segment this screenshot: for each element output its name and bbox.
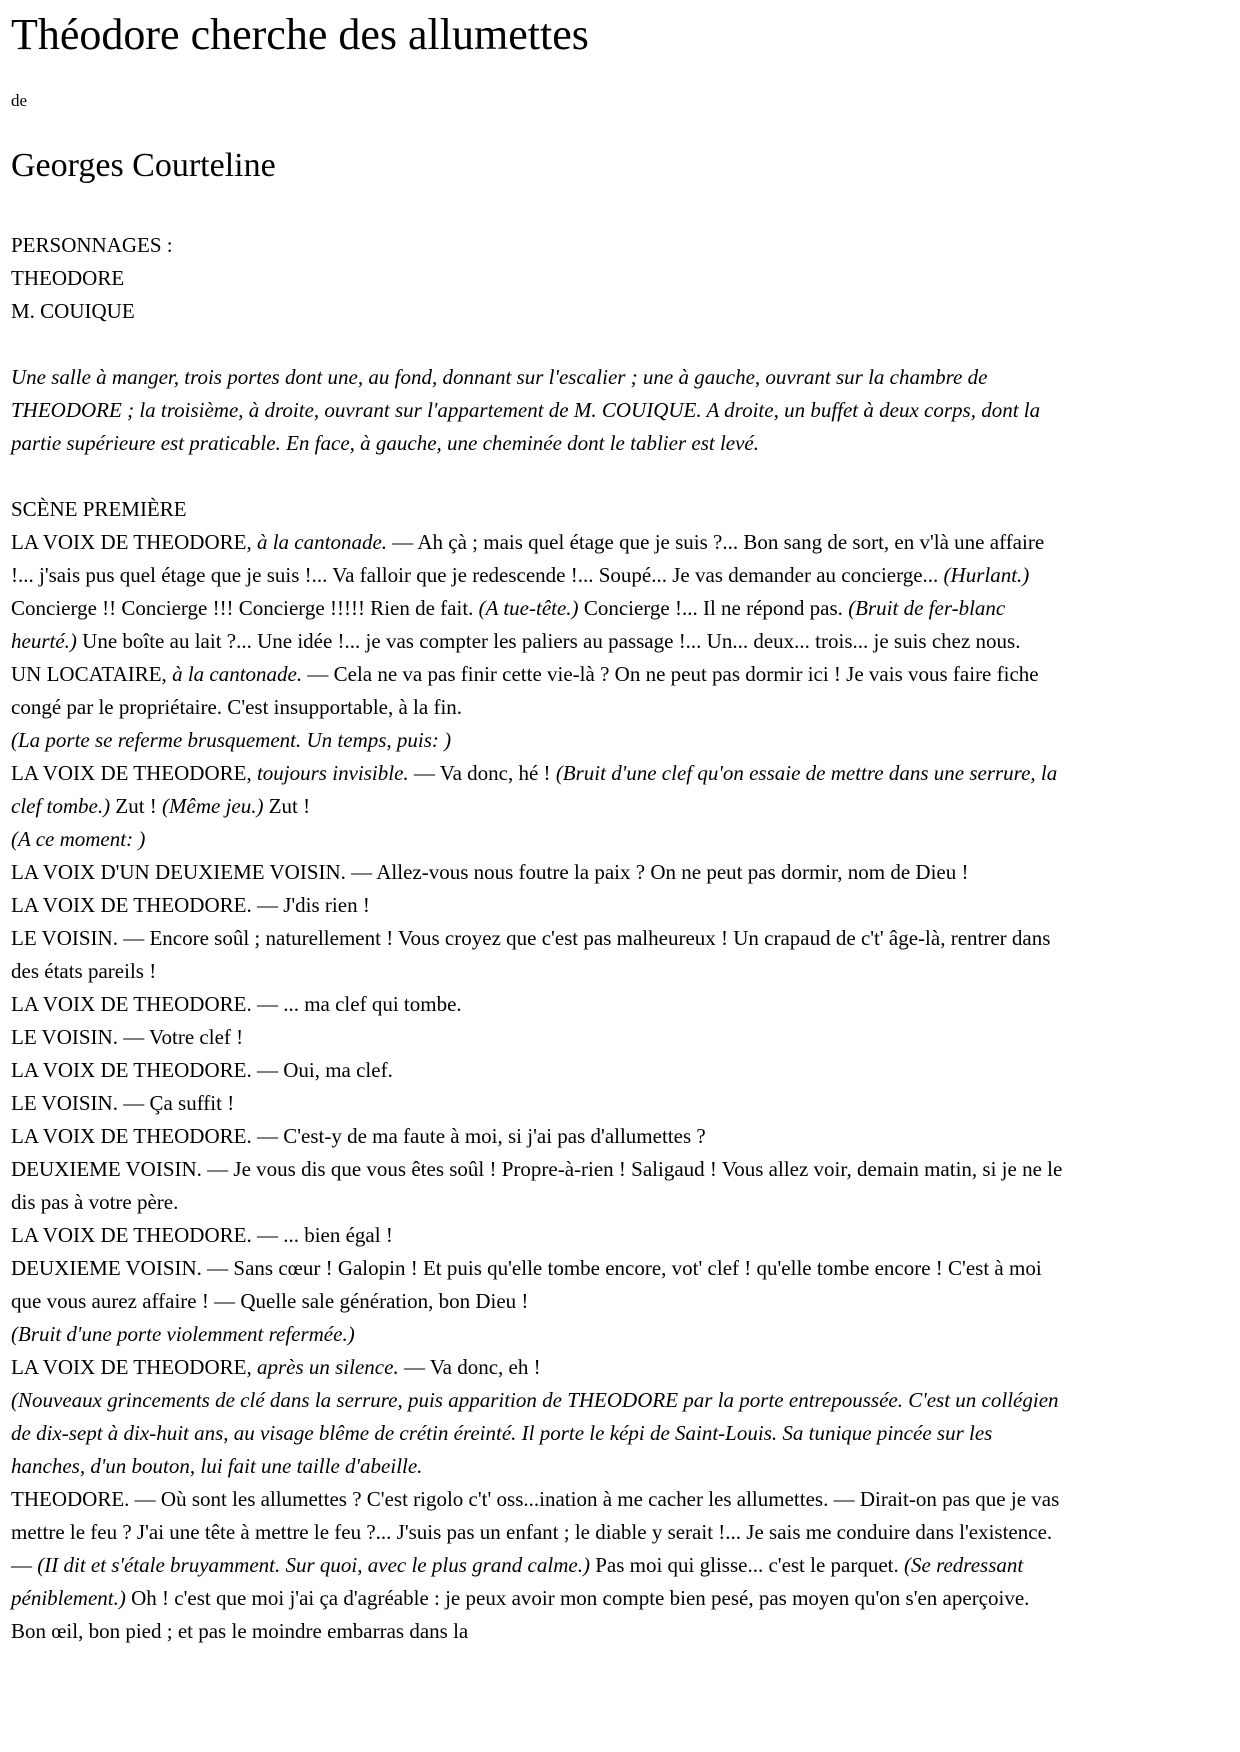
script-line: (Bruit d'une porte violemment refermée.)	[11, 1322, 355, 1346]
script-line: THEODORE. — Où sont les allumettes ? C'est rigolo c't' oss...ination à me cacher les allumettes. — Dirait-on pas que je vas mettre le feu ? J'ai une tête à mettre le feu ?... J'suis pas un enfant ; le diable y serait !... Je sais me conduire dans l'existence. — (II dit et s'étale bruyamment. Sur quoi, avec le plus grand calme.) Pas moi qui glisse... c'est le parquet. (Se redressant péniblement.) Oh ! c'est que moi j'ai ça d'agréable : je peux avoir mon compte bien pesé, pas moyen qu'on s'en aperçoive. Bon œil, bon pied ; et pas le moindre embarras dans la	[11, 1487, 1060, 1643]
script-line: DEUXIEME VOISIN. — Je vous dis que vous êtes soûl ! Propre-à-rien ! Saligaud ! Vous allez voir, demain matin, si je ne le dis pas à votre père.	[11, 1157, 1063, 1214]
script-line: LA VOIX DE THEODORE. — Oui, ma clef.	[11, 1058, 393, 1082]
script-line: LE VOISIN. — Encore soûl ; naturellement ! Vous croyez que c'est pas malheureux ! Un crapaud de c't' âge-là, rentrer dans des états pareils !	[11, 926, 1051, 983]
script-line: LA VOIX DE THEODORE, après un silence. — Va donc, eh !	[11, 1355, 541, 1379]
script-body	[11, 493, 1069, 1648]
byline: de	[11, 91, 28, 110]
script-line: LA VOIX DE THEODORE. — J'dis rien !	[11, 893, 370, 917]
script-line: LA VOIX DE THEODORE. — ... ma clef qui tombe.	[11, 992, 462, 1016]
author-name: Georges Courteline	[11, 147, 276, 184]
script-line: LA VOIX DE THEODORE. — C'est-y de ma faute à moi, si j'ai pas d'allumettes ?	[11, 1124, 706, 1148]
script-line: UN LOCATAIRE, à la cantonade. — Cela ne va pas finir cette vie-là ? On ne peut pas dormir ici ! Je vais vous faire fiche congé par le propriétaire. C'est insupportable, à la fin.	[11, 662, 1039, 719]
cast-heading: PERSONNAGES :	[11, 233, 173, 257]
document	[0, 9, 1069, 1648]
script-line: (La porte se referme brusquement. Un temps, puis: )	[11, 728, 452, 752]
page-title: Théodore cherche des allumettes	[11, 10, 589, 59]
script-line: DEUXIEME VOISIN. — Sans cœur ! Galopin ! Et puis qu'elle tombe encore, vot' clef ! qu'elle tombe encore ! C'est à moi que vous aurez affaire ! — Quelle sale génération, bon Dieu !	[11, 1256, 1042, 1313]
stage-setting: Une salle à manger, trois portes dont une, au fond, donnant sur l'escalier ; une à gauche, ouvrant sur la chambre de THEODORE ; la troisième, à droite, ouvrant sur l'appartement de M. COUIQUE. A droite, un buffet à deux corps, dont la partie supérieure est praticable. En face, à gauche, une cheminée dont le tablier est levé.	[11, 365, 1041, 455]
cast-members	[11, 262, 1069, 328]
scene-heading: SCÈNE PREMIÈRE	[11, 497, 187, 521]
dialogue-lines	[11, 526, 1069, 1648]
script-line: LA VOIX DE THEODORE, toujours invisible. — Va donc, hé ! (Bruit d'une clef qu'on essaie de mettre dans une serrure, la clef tombe.) Zut ! (Même jeu.) Zut !	[11, 761, 1058, 818]
script-line: LA VOIX DE THEODORE, à la cantonade. — Ah çà ; mais quel étage que je suis ?... Bon sang de sort, en v'là une affaire !... j'sais pus quel étage que je suis !... Va falloir que je redescende !... Soupé... Je vas demander au concierge... (Hurlant.) Concierge !! Concierge !!! Concierge !!!!! Rien de fait. (A tue-tête.) Concierge !... Il ne répond pas. (Bruit de fer-blanc heurté.) Une boîte au lait ?... Une idée !... je vas compter les paliers au passage !... Un... deux... trois... je suis chez nous.	[11, 530, 1045, 653]
script-line: (Nouveaux grincements de clé dans la serrure, puis apparition de THEODORE par la porte entrepoussée. C'est un collégien de dix-sept à dix-huit ans, au visage blême de crétin éreinté. Il porte le képi de Saint-Louis. Sa tunique pincée sur les hanches, d'un bouton, lui fait une taille d'abeille.	[11, 1388, 1059, 1478]
cast-list	[11, 229, 1069, 328]
script-line: LA VOIX D'UN DEUXIEME VOISIN. — Allez-vous nous foutre la paix ? On ne peut pas dormir, nom de Dieu !	[11, 860, 969, 884]
script-line: LE VOISIN. — Ça suffit !	[11, 1091, 235, 1115]
script-line: LA VOIX DE THEODORE. — ... bien égal !	[11, 1223, 393, 1247]
cast-member: M. COUIQUE	[11, 299, 135, 323]
cast-member: THEODORE	[11, 266, 125, 290]
script-line: LE VOISIN. — Votre clef !	[11, 1025, 244, 1049]
script-line: (A ce moment: )	[11, 827, 146, 851]
